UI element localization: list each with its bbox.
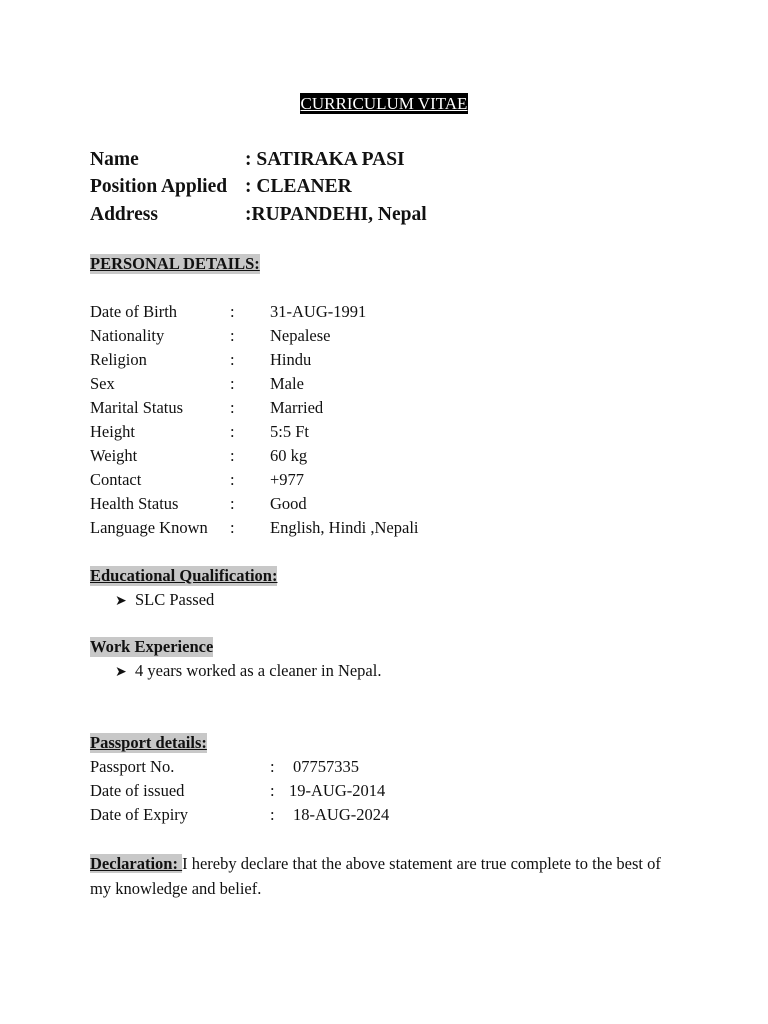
row-value: Good [270,494,307,513]
declaration-text: I hereby declare that the above statement are true complete to the best of my knowledge and belief. [90,854,661,898]
row-label: Weight [90,446,138,465]
row-label: Contact [90,470,142,489]
row-value: 19-AUG-2014 [289,781,386,800]
name-value: : SATIRAKA PASI [245,149,405,170]
declaration [90,851,670,901]
row-label: Height [90,422,135,441]
address-label: Address [90,204,158,225]
work-item: 4 years worked as a cleaner in Nepal. [135,661,382,680]
row-sep: : [230,302,235,321]
row-sep: : [230,422,235,441]
position-value: : CLEANER [245,176,352,197]
row-value: 31-AUG-1991 [270,302,367,321]
row-label: Sex [90,374,115,393]
row-sep: : [270,805,275,824]
row-sep: : [230,470,235,489]
row-label: Date of Expiry [90,805,189,824]
personal-details-heading: PERSONAL DETAILS: [90,254,260,273]
row-sep: : [270,781,275,800]
row-label: Language Known [90,518,208,537]
row-value: 18-AUG-2024 [293,805,390,824]
position-label: Position Applied [90,176,228,197]
row-value: +977 [270,470,305,489]
list-item [115,590,214,611]
row-value: 5:5 Ft [270,422,309,441]
address-row [90,203,427,227]
row-label: Religion [90,350,147,369]
row-label: Nationality [90,326,165,345]
passport-details-heading: Passport details: [90,733,207,752]
row-value: Hindu [270,350,312,369]
row-sep: : [230,326,235,345]
name-label: Name [90,149,139,170]
row-value: Male [270,374,304,393]
row-label: Passport No. [90,757,175,776]
position-row [90,175,352,199]
arrow-bullet-icon: ➤ [115,664,127,680]
row-value: English, Hindi ,Nepali [270,518,419,537]
document-title [0,93,768,114]
row-label: Marital Status [90,398,184,417]
row-value: Nepalese [270,326,331,345]
declaration-label: Declaration: [90,854,183,873]
row-sep: : [230,398,235,417]
row-value: 07757335 [293,757,359,776]
education-item: SLC Passed [135,590,215,609]
row-sep: : [230,518,235,537]
row-label: Date of issued [90,781,185,800]
work-experience-heading: Work Experience [90,637,214,656]
row-value: Married [270,398,324,417]
row-label: Health Status [90,494,179,513]
row-label: Date of Birth [90,302,178,321]
row-sep: : [270,757,275,776]
arrow-bullet-icon: ➤ [115,593,127,609]
row-sep: : [230,446,235,465]
list-item [115,661,381,682]
education-heading: Educational Qualification: [90,566,278,585]
title-text: CURRICULUM VITAE [300,94,468,113]
row-value: 60 kg [270,446,308,465]
row-sep: : [230,374,235,393]
address-value: :RUPANDEHI, Nepal [245,204,427,225]
row-sep: : [230,350,235,369]
row-sep: : [230,494,235,513]
name-row [90,148,405,172]
